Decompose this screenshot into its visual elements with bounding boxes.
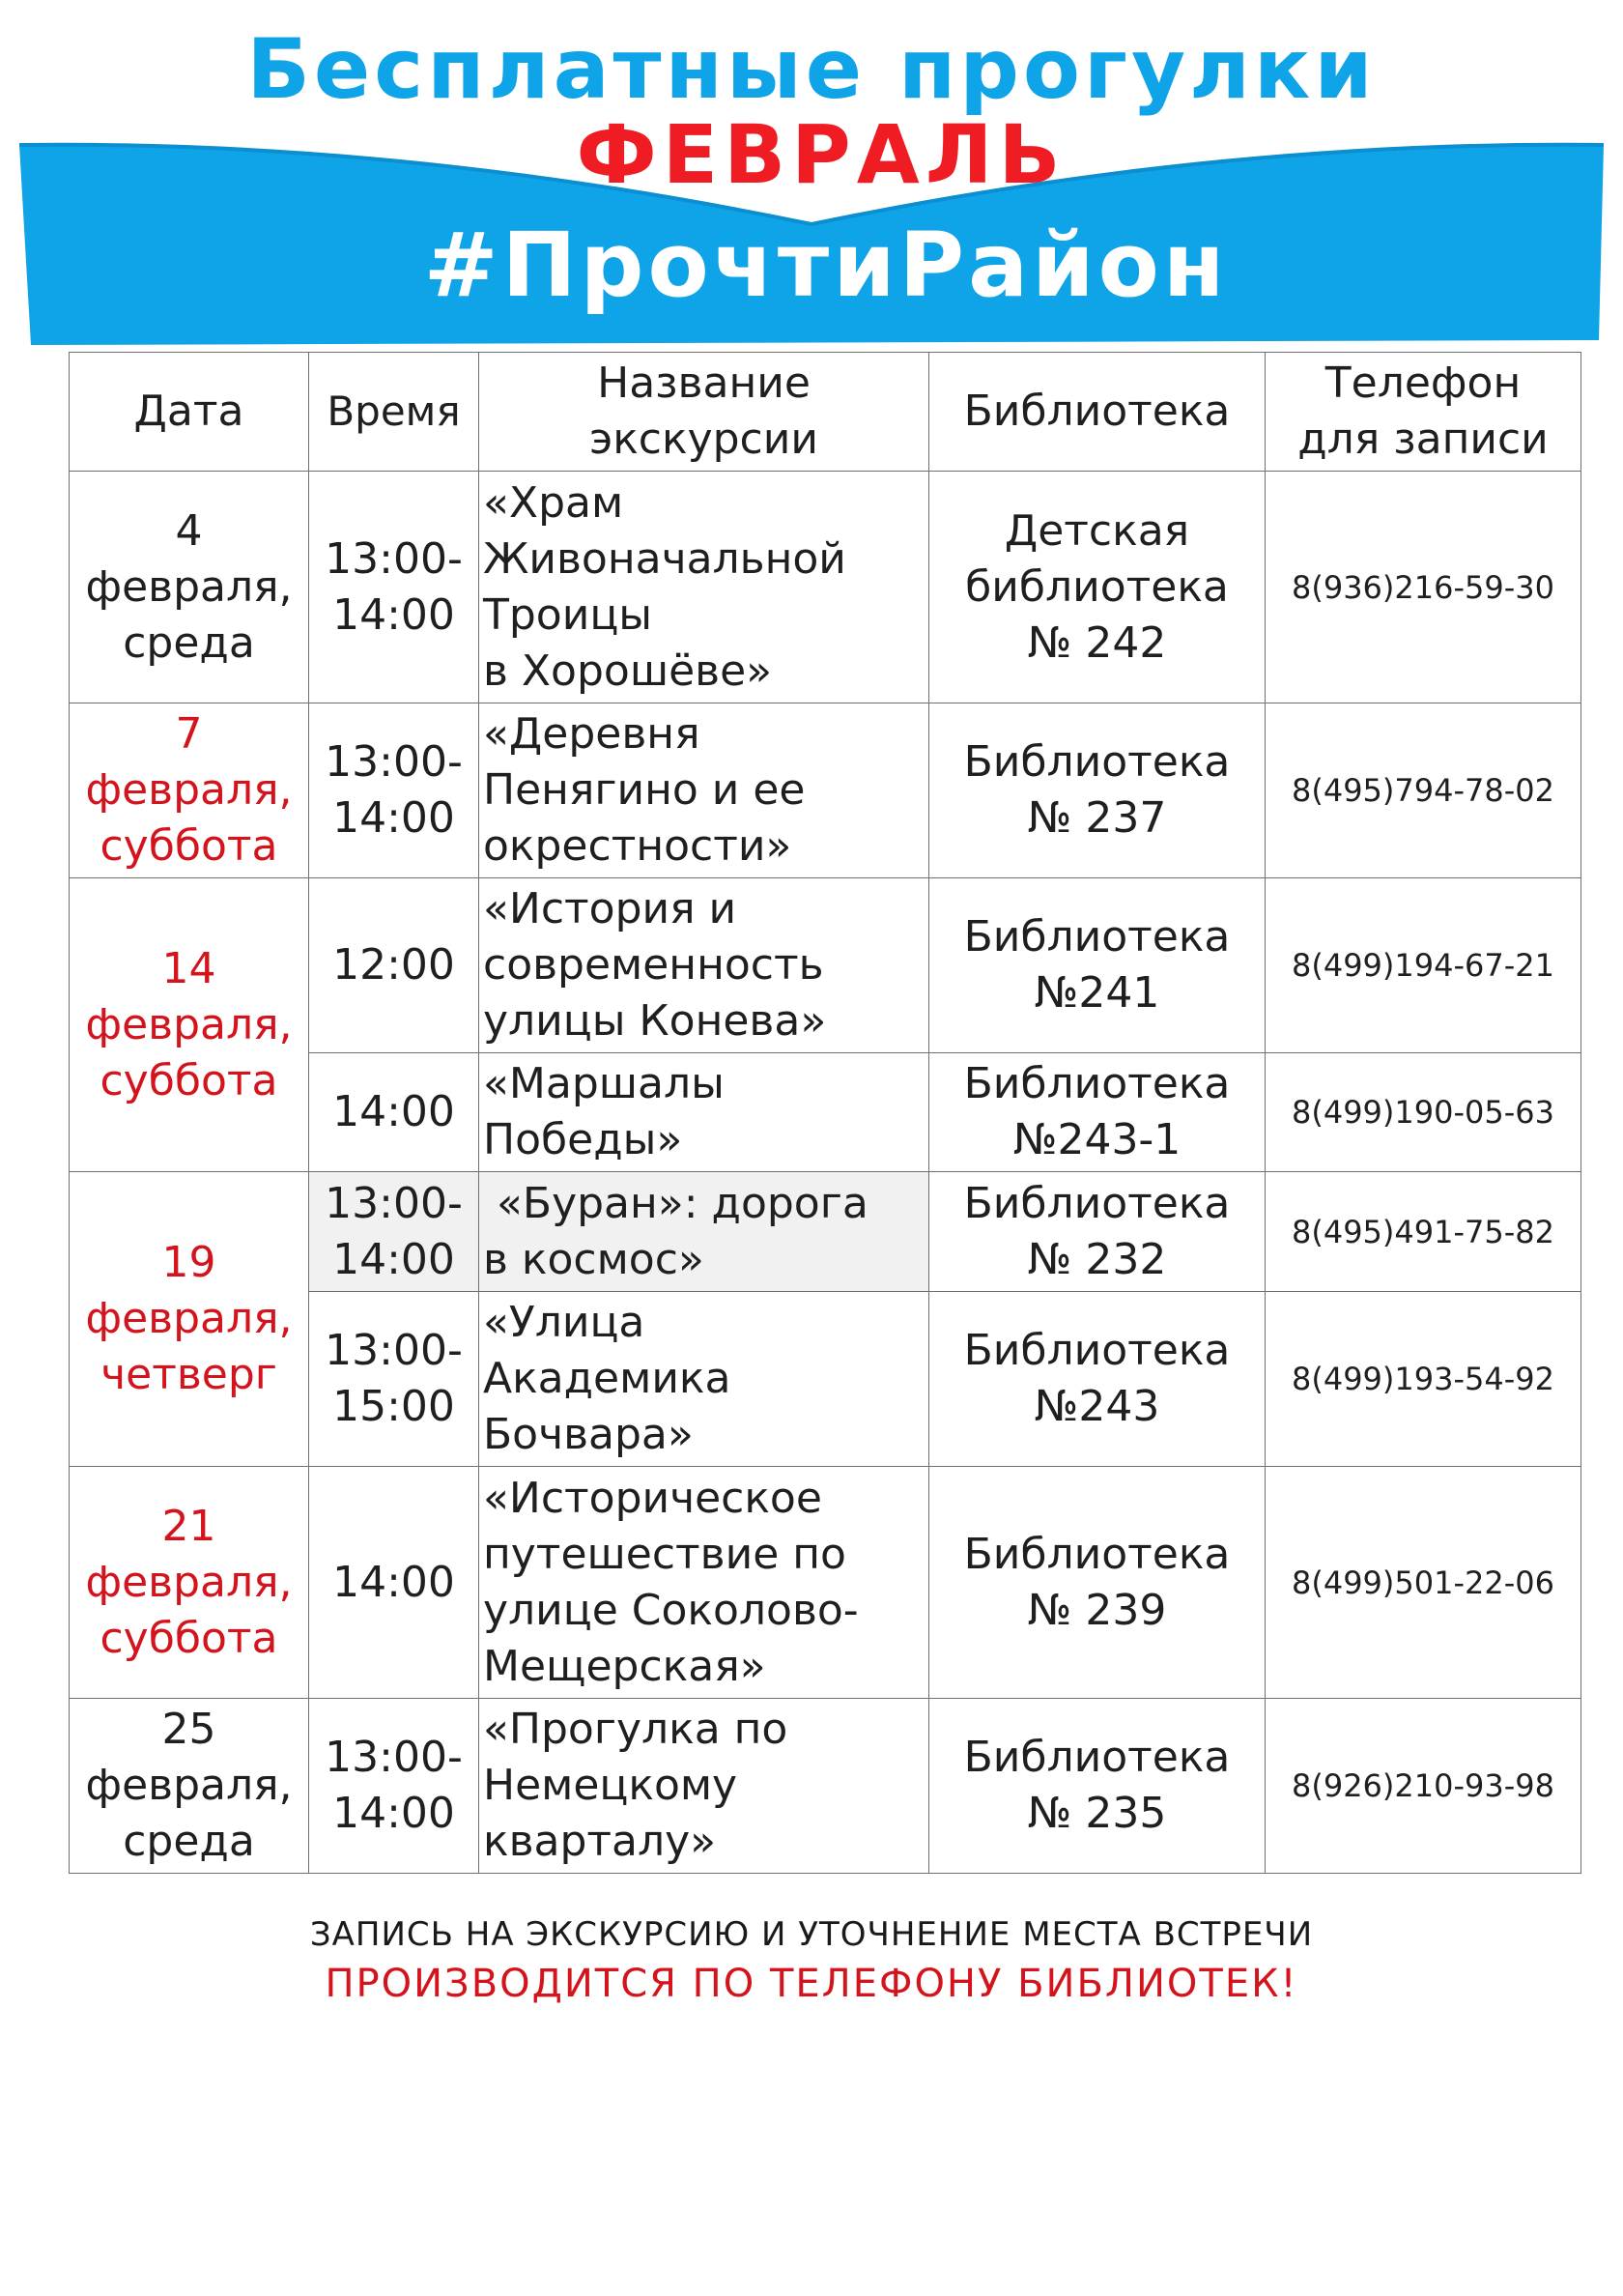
excursion-name-cell: «История и современность улицы Конева» — [479, 878, 929, 1053]
excursion-schedule-table — [69, 352, 1581, 1874]
library-cell: Библиотека №243 — [929, 1292, 1266, 1467]
title-free-walks: Бесплатные прогулки — [246, 21, 1377, 118]
table-row — [70, 1172, 1581, 1292]
time-cell: 13:00- 14:00 — [309, 703, 479, 878]
header-library: Библиотека — [929, 353, 1266, 472]
excursion-name-cell: «Прогулка по Немецкому кварталу» — [479, 1699, 929, 1874]
title-month: ФЕВРАЛЬ — [576, 107, 1067, 202]
date-cell: 21 февраля, суббота — [70, 1467, 309, 1699]
table-row — [70, 1699, 1581, 1874]
excursion-name-cell: «Историческое путешествие по улице Соколово- Мещерская» — [479, 1467, 929, 1699]
excursion-name-cell: «Маршалы Победы» — [479, 1053, 929, 1172]
table-row — [70, 703, 1581, 878]
library-cell: Библиотека №241 — [929, 878, 1266, 1053]
table-row — [70, 472, 1581, 703]
date-cell: 4 февраля, среда — [70, 472, 309, 703]
time-cell: 14:00 — [309, 1053, 479, 1172]
table-header-row — [70, 353, 1581, 472]
date-cell: 14 февраля, суббота — [70, 878, 309, 1172]
date-cell: 25 февраля, среда — [70, 1699, 309, 1874]
phone-cell[interactable]: 8(926)210-93-98 — [1266, 1699, 1581, 1874]
time-cell: 13:00- 15:00 — [309, 1292, 479, 1467]
time-cell: 13:00- 14:00 — [309, 472, 479, 703]
date-cell: 7 февраля, суббота — [70, 703, 309, 878]
header-excursion-name: Название экскурсии — [479, 353, 929, 472]
library-cell: Детская библиотека № 242 — [929, 472, 1266, 703]
phone-cell[interactable]: 8(936)216-59-30 — [1266, 472, 1581, 703]
phone-cell[interactable]: 8(499)190-05-63 — [1266, 1053, 1581, 1172]
excursion-name-cell: «Деревня Пенягино и ее окрестности» — [479, 703, 929, 878]
footer-note: ЗАПИСЬ НА ЭКСКУРСИЮ И УТОЧНЕНИЕ МЕСТА ВСТРЕЧИ — [309, 1915, 1314, 1954]
header-banner — [0, 0, 1623, 358]
table-row — [70, 1467, 1581, 1699]
library-cell: Библиотека № 232 — [929, 1172, 1266, 1292]
library-cell: Библиотека №243-1 — [929, 1053, 1266, 1172]
title-hashtag: #ПрочтиРайон — [423, 214, 1229, 317]
time-cell: 12:00 — [309, 878, 479, 1053]
time-cell: 13:00- 14:00 — [309, 1172, 479, 1292]
phone-cell[interactable]: 8(499)193-54-92 — [1266, 1292, 1581, 1467]
header-time: Время — [309, 353, 479, 472]
header-date: Дата — [70, 353, 309, 472]
phone-cell[interactable]: 8(495)491-75-82 — [1266, 1172, 1581, 1292]
excursion-name-cell: «Буран»: дорога в космос» — [479, 1172, 929, 1292]
library-cell: Библиотека № 237 — [929, 703, 1266, 878]
phone-cell[interactable]: 8(499)194-67-21 — [1266, 878, 1581, 1053]
phone-cell[interactable]: 8(495)794-78-02 — [1266, 703, 1581, 878]
library-cell: Библиотека № 235 — [929, 1699, 1266, 1874]
date-cell: 19 февраля, четверг — [70, 1172, 309, 1467]
excursion-name-cell: «Храм Живоначальной Троицы в Хорошёве» — [479, 472, 929, 703]
library-cell: Библиотека № 239 — [929, 1467, 1266, 1699]
time-cell: 13:00- 14:00 — [309, 1699, 479, 1874]
phone-cell[interactable]: 8(499)501-22-06 — [1266, 1467, 1581, 1699]
excursion-name-cell: «Улица Академика Бочвара» — [479, 1292, 929, 1467]
footer-note-highlight: ПРОИЗВОДИТСЯ ПО ТЕЛЕФОНУ БИБЛИОТЕК! — [325, 1962, 1298, 2006]
table-row — [70, 878, 1581, 1053]
header-phone: Телефон для записи — [1266, 353, 1581, 472]
time-cell: 14:00 — [309, 1467, 479, 1699]
